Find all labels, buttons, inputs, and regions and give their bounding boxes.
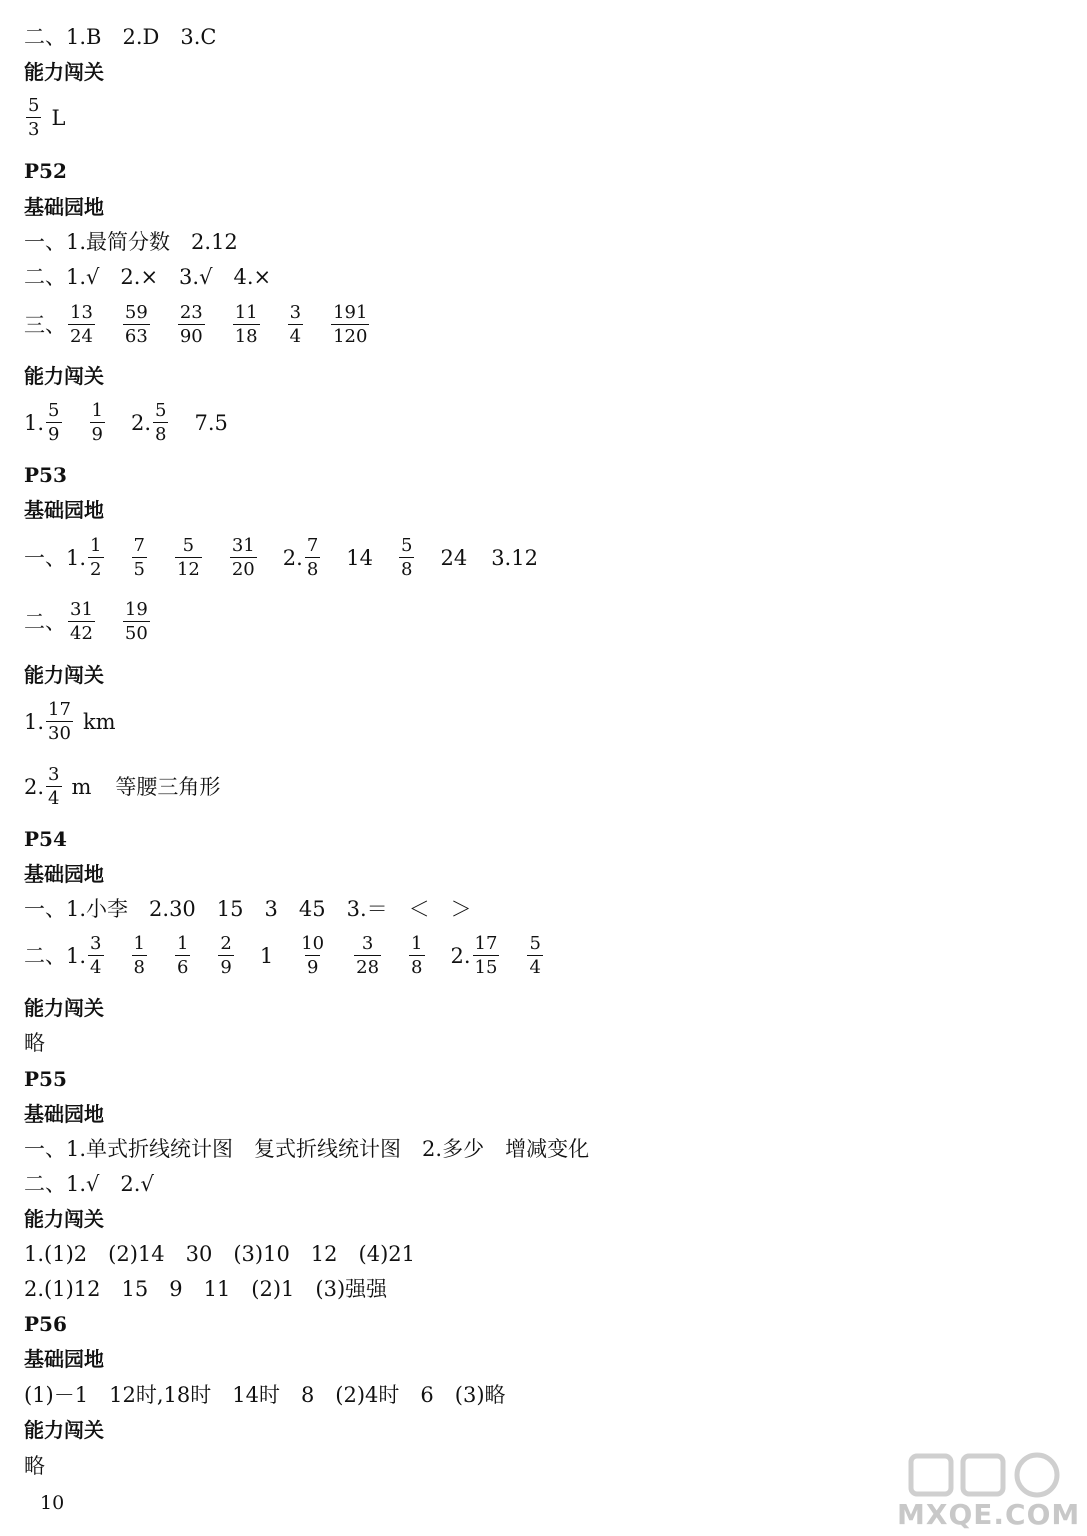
watermark-text: MXQE.COM: [897, 1498, 1081, 1531]
watermark-logo: [897, 1450, 1079, 1536]
p53-line-1: 一、1. $\frac{1}{2}$ $\frac{7}{5}$ $\frac{5}{12}$ $\frac{31}{20}$ 2. $\frac{7}{8}$ 14 $\frac{5}{8}$ 24 3.12: [24, 535, 538, 580]
fraction: $\frac{3}{28}$: [356, 933, 380, 978]
fraction: $\frac{3}{4}$: [90, 933, 102, 978]
fraction: $\frac{23}{90}$: [179, 302, 203, 347]
fraction: $\frac{59}{63}$: [124, 302, 148, 347]
p56-line-1: (1)－1 12时,18时 14时 8 (2)4时 6 (3)略: [24, 1383, 506, 1407]
p56-section-basic: 基础园地: [24, 1347, 104, 1371]
p55-section-ability: 能力闯关: [24, 1207, 104, 1231]
p53-ability-q2: 2. $\frac{3}{4}$ m 等腰三角形: [24, 764, 221, 809]
fraction: $\frac{31}{42}$: [70, 599, 93, 644]
fraction: $\frac{1}{9}$: [91, 400, 103, 445]
page-number: 10: [40, 1492, 65, 1514]
p55-section-basic: 基础园地: [24, 1102, 104, 1126]
fraction: $\frac{5}{8}$: [401, 535, 413, 580]
p52-section-basic: 基础园地: [24, 195, 104, 219]
p54-line-2: 二、1. $\frac{3}{4}$ $\frac{1}{8}$ $\frac{1}{6}$ $\frac{2}{9}$ 1 $\frac{10}{9}$ $\frac{3}{28}$ $\frac{1}{8}$ 2. $\frac{17}{15}$ $\frac{5}{4}$: [24, 933, 541, 978]
fraction: $\frac{1}{6}$: [176, 933, 189, 978]
p52-line-1: 一、1.最简分数 2.12: [24, 230, 238, 254]
p55-line-1: 一、1.单式折线统计图 复式折线统计图 2.多少 增减变化: [24, 1137, 590, 1161]
p52-section-ability: 能力闯关: [24, 364, 104, 388]
fraction: $\frac{3}{4}$: [289, 302, 302, 347]
p52-line-3: 三、 $\frac{13}{24}$ $\frac{59}{63}$ $\frac{23}{90}$ $\frac{11}{18}$ $\frac{3}{4}$ $\frac{191}{120}$: [24, 302, 368, 347]
p54-section-basic: 基础园地: [24, 862, 104, 886]
p56-ability-answer: 略: [24, 1454, 45, 1478]
fraction: $\frac{5}{4}$: [529, 933, 541, 978]
fraction: $\frac{17}{30}$: [48, 699, 71, 744]
fraction: $\frac{5}{3}$: [28, 95, 40, 140]
fraction: $\frac{7}{8}$: [306, 535, 319, 580]
fraction: $\frac{7}{5}$: [133, 535, 145, 580]
fraction: $\frac{1}{8}$: [133, 933, 145, 978]
p51-section-ability: 能力闯关: [24, 60, 104, 84]
fraction: $\frac{5}{12}$: [176, 535, 200, 580]
p54-line-1: 一、1.小李 2.30 15 3 45 3.＝ ＜ ＞: [24, 897, 472, 921]
fraction: $\frac{1}{2}$: [90, 535, 102, 580]
p53-ability-q1: 1. $\frac{17}{30}$ km: [24, 699, 116, 744]
p53-line-2: 二、 $\frac{31}{42}$ $\frac{19}{50}$: [24, 599, 148, 644]
p53-section-ability: 能力闯关: [24, 663, 104, 687]
fraction: $\frac{10}{9}$: [301, 933, 325, 978]
fraction: $\frac{5}{9}$: [48, 400, 60, 445]
p54-section-ability: 能力闯关: [24, 996, 104, 1020]
p51-ability-answer: $\frac{5}{3}$ L: [28, 95, 66, 140]
p52-ability-line: 1. $\frac{5}{9}$ $\frac{1}{9}$ 2. $\frac{5}{8}$ 7.5: [24, 400, 228, 445]
fraction: $\frac{11}{18}$: [234, 302, 258, 347]
p51-line-2: 二、1.B 2.D 3.C: [24, 25, 217, 49]
fraction: $\frac{3}{4}$: [48, 764, 60, 809]
page-heading-p55: P55: [24, 1067, 67, 1091]
page-heading-p56: P56: [24, 1312, 67, 1336]
p53-section-basic: 基础园地: [24, 498, 104, 522]
page-heading-p52: P52: [24, 159, 67, 183]
watermark-icon: [897, 1450, 1079, 1500]
page-heading-p54: P54: [24, 827, 67, 851]
fraction: $\frac{5}{8}$: [155, 400, 167, 445]
p56-section-ability: 能力闯关: [24, 1418, 104, 1442]
fraction: $\frac{19}{50}$: [124, 599, 148, 644]
p55-ability-q1: 1.(1)2 (2)14 30 (3)10 12 (4)21: [24, 1242, 415, 1266]
fraction: $\frac{31}{20}$: [231, 535, 255, 580]
p52-line-2: 二、1.√ 2.× 3.√ 4.×: [24, 265, 272, 289]
p55-line-2: 二、1.√ 2.√: [24, 1172, 154, 1196]
fraction: $\frac{17}{15}$: [474, 933, 498, 978]
p54-ability-answer: 略: [24, 1031, 45, 1055]
p55-ability-q2: 2.(1)12 15 9 11 (2)1 (3)强强: [24, 1277, 388, 1301]
page-heading-p53: P53: [24, 463, 67, 487]
fraction: $\frac{2}{9}$: [220, 933, 232, 978]
fraction: $\frac{191}{120}$: [333, 302, 368, 347]
fraction: $\frac{1}{8}$: [411, 933, 423, 978]
fraction: $\frac{13}{24}$: [70, 302, 93, 347]
